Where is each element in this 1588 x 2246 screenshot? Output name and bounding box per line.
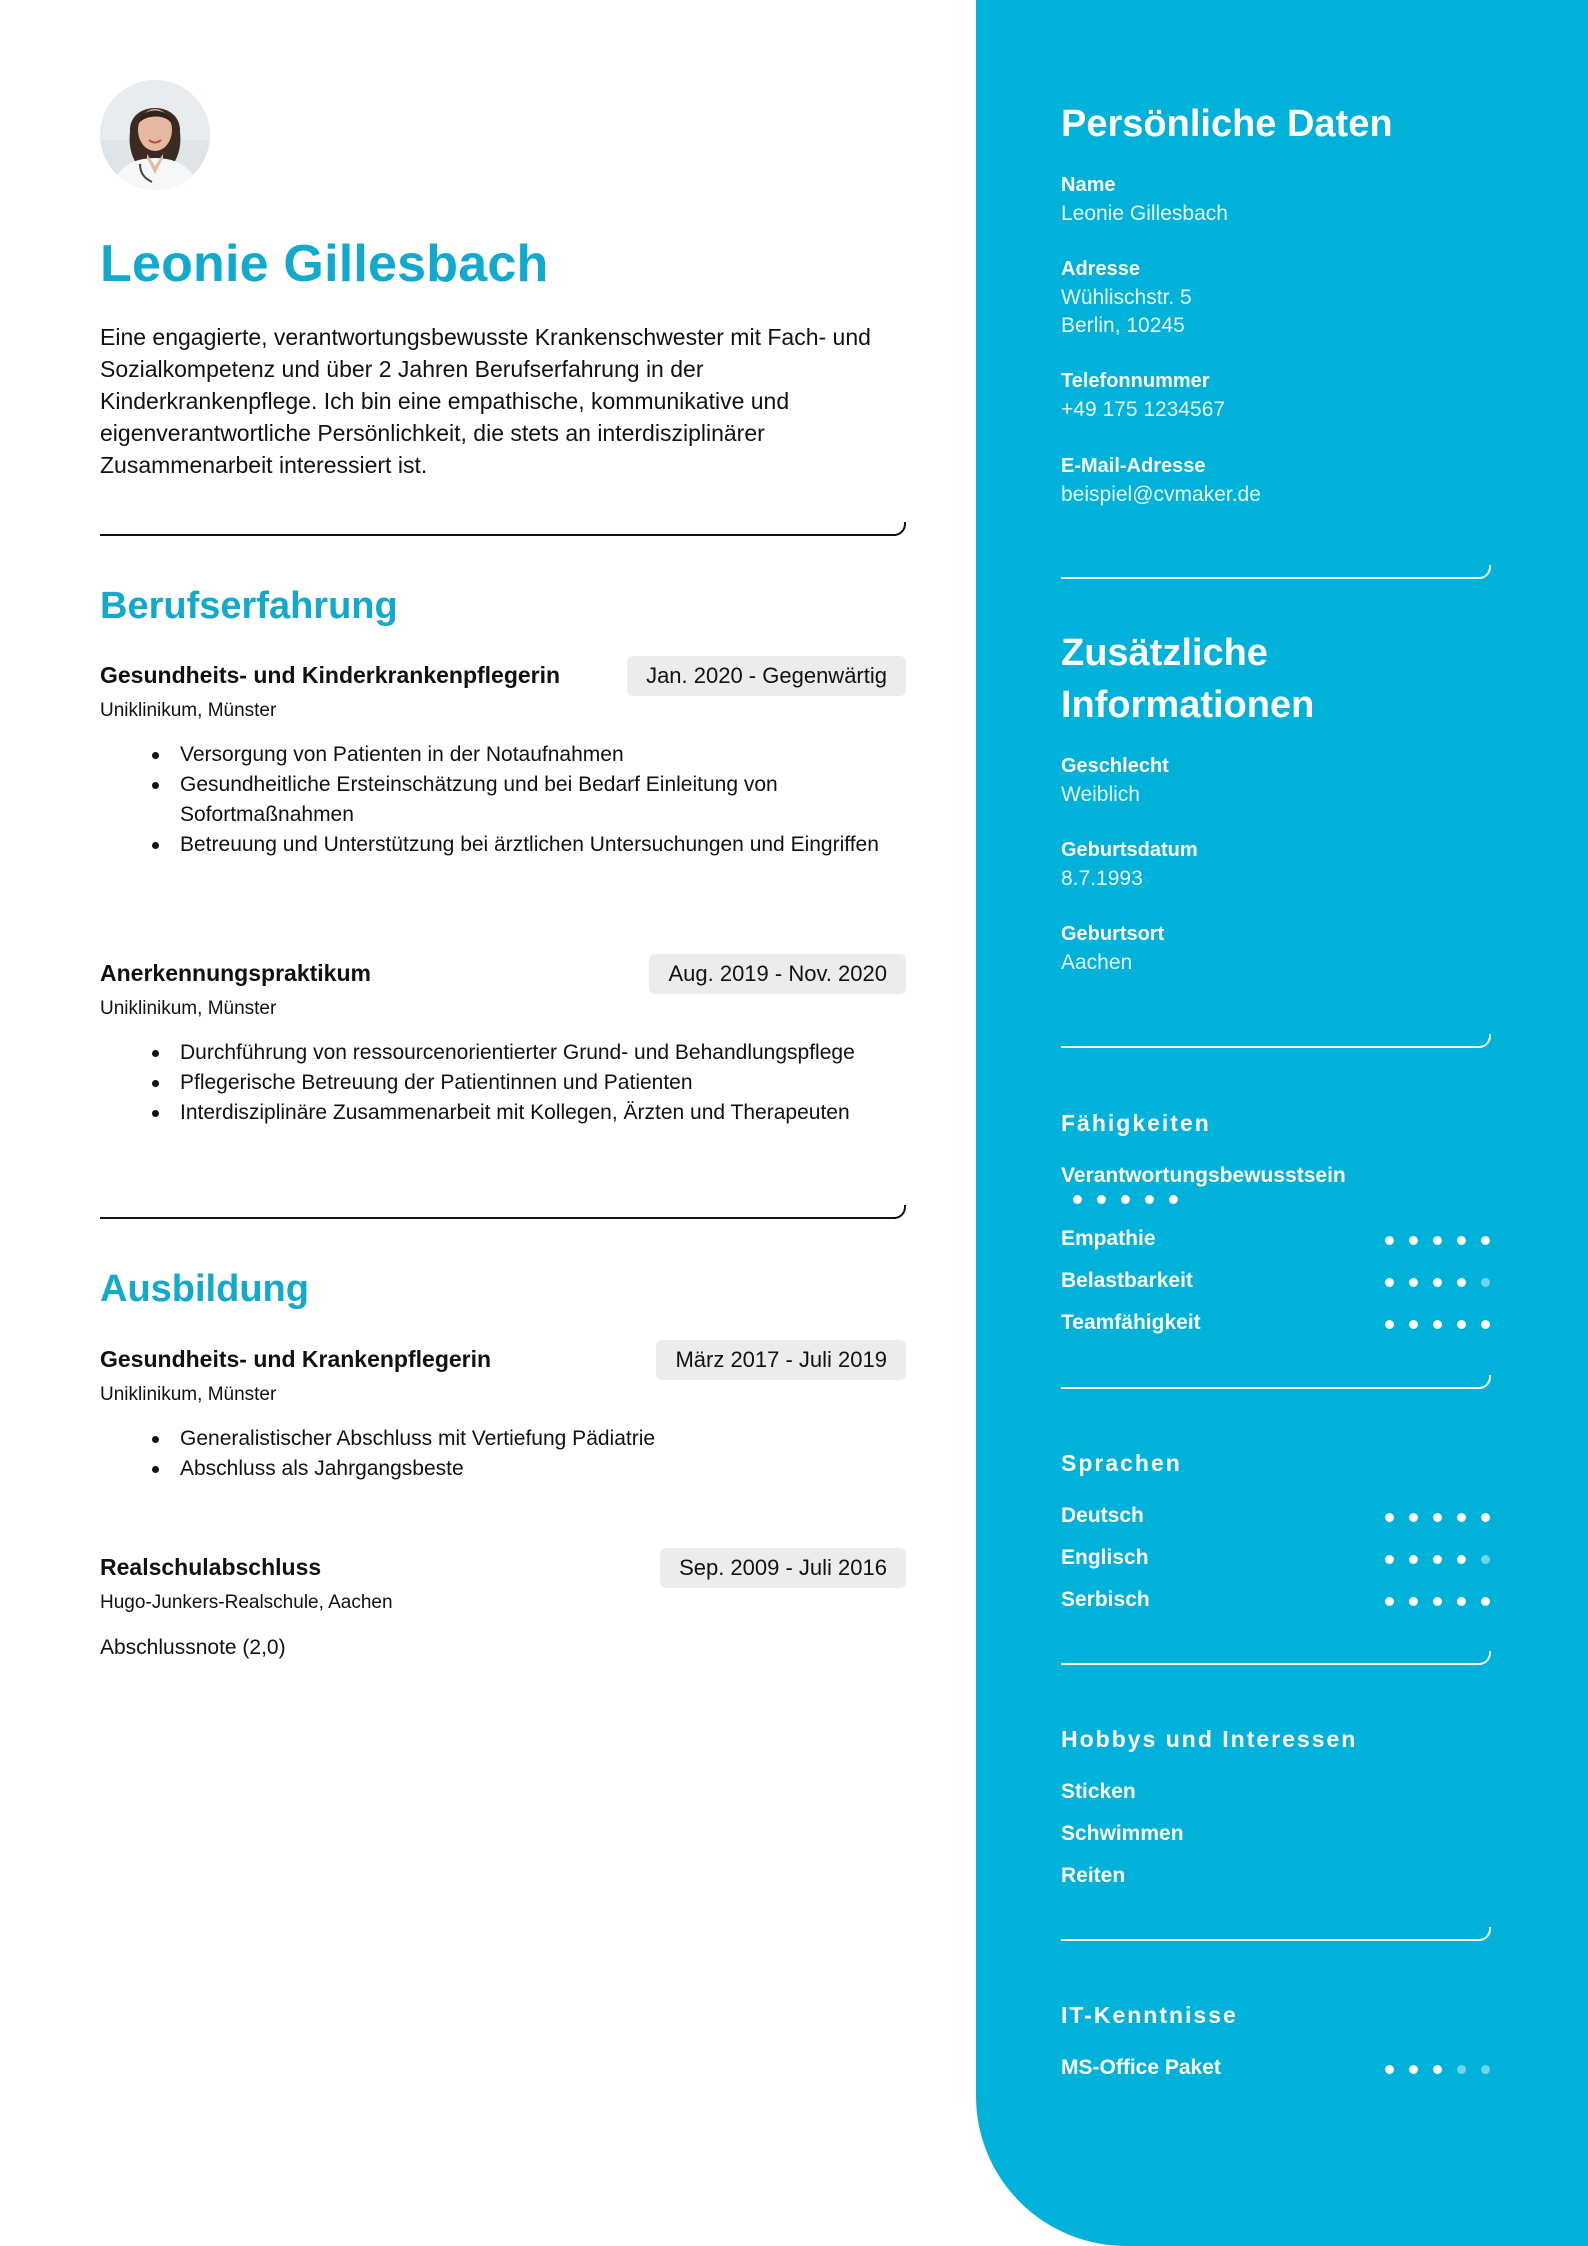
job-date-badge: Jan. 2020 - Gegenwärtig bbox=[627, 656, 906, 696]
rating-dot bbox=[1433, 1278, 1442, 1287]
sidebar-divider bbox=[1061, 1034, 1491, 1048]
bullet-item: Interdisziplinäre Zusammenarbeit mit Kollegen, Ärzten und Therapeuten bbox=[150, 1098, 906, 1128]
field-value: 8.7.1993 bbox=[1061, 867, 1143, 890]
language-label: Serbisch bbox=[1061, 1588, 1150, 1611]
skill-row bbox=[1061, 1162, 1491, 1192]
rating-dot bbox=[1409, 1278, 1418, 1287]
rating-dot bbox=[1121, 1195, 1130, 1204]
rating-dot bbox=[1433, 2065, 1442, 2074]
section-divider bbox=[100, 1205, 906, 1219]
skill-rating bbox=[1385, 1236, 1491, 1246]
skill-label: Teamfähigkeit bbox=[1061, 1311, 1201, 1334]
rating-dot bbox=[1073, 1195, 1082, 1204]
hobby-label: Schwimmen bbox=[1061, 1822, 1184, 1845]
rating-dot bbox=[1097, 1195, 1106, 1204]
bullet-item: Generalistischer Abschluss mit Vertiefung Pädiatrie bbox=[150, 1424, 906, 1454]
language-rating bbox=[1385, 1597, 1491, 1607]
education-heading: Ausbildung bbox=[100, 1268, 309, 1310]
field-label: Geschlecht bbox=[1061, 755, 1169, 777]
section-divider bbox=[100, 522, 906, 536]
hobby-row bbox=[1061, 1862, 1491, 1892]
skill-row bbox=[1061, 1267, 1491, 1297]
skill-row bbox=[1061, 1225, 1491, 1255]
field-label: E-Mail-Adresse bbox=[1061, 455, 1206, 477]
skill-label: Empathie bbox=[1061, 1227, 1156, 1250]
education-entry bbox=[100, 1548, 906, 1660]
education-note: Abschlussnote (2,0) bbox=[100, 1636, 286, 1659]
sidebar-divider bbox=[1061, 1375, 1491, 1389]
profile-photo bbox=[100, 80, 210, 190]
field-label: Geburtsdatum bbox=[1061, 839, 1198, 861]
job-title: Gesundheits- und Kinderkrankenpflegerin bbox=[100, 662, 561, 688]
education-entry bbox=[100, 1340, 906, 1484]
avatar bbox=[100, 80, 210, 190]
rating-dot bbox=[1481, 2065, 1490, 2074]
education-title: Gesundheits- und Krankenpflegerin bbox=[100, 1346, 492, 1372]
rating-dot bbox=[1433, 1555, 1442, 1564]
skill-row bbox=[1061, 1309, 1491, 1339]
education-organization: Uniklinikum, Münster bbox=[100, 1384, 277, 1405]
education-date-badge: März 2017 - Juli 2019 bbox=[656, 1340, 906, 1380]
personal-data-heading: Persönliche Daten bbox=[1061, 103, 1393, 145]
rating-dot bbox=[1457, 1555, 1466, 1564]
job-date-badge: Aug. 2019 - Nov. 2020 bbox=[649, 954, 906, 994]
rating-dot bbox=[1409, 1555, 1418, 1564]
field-value: +49 175 1234567 bbox=[1061, 398, 1226, 421]
rating-dot bbox=[1481, 1555, 1490, 1564]
rating-dot bbox=[1385, 1320, 1394, 1329]
bullet-item: Betreuung und Unterstützung bei ärztlichen Untersuchungen und Eingriffen bbox=[150, 830, 906, 860]
rating-dot bbox=[1481, 1278, 1490, 1287]
hobby-label: Reiten bbox=[1061, 1864, 1126, 1887]
language-label: Deutsch bbox=[1061, 1504, 1144, 1527]
rating-dot bbox=[1385, 1597, 1394, 1606]
rating-dot bbox=[1457, 1278, 1466, 1287]
rating-dot bbox=[1481, 1236, 1490, 1245]
field-value: Wühlischstr. 5 bbox=[1061, 286, 1192, 309]
rating-dot bbox=[1385, 1555, 1394, 1564]
rating-dot bbox=[1409, 1513, 1418, 1522]
job-bullets bbox=[100, 740, 906, 860]
rating-dot bbox=[1385, 1513, 1394, 1522]
field-label: Name bbox=[1061, 174, 1116, 196]
rating-dot bbox=[1169, 1195, 1178, 1204]
rating-dot bbox=[1385, 1236, 1394, 1245]
additional-info-heading: Zusätzliche bbox=[1061, 632, 1268, 674]
skill-rating bbox=[1073, 1195, 1179, 1205]
it-skill-row bbox=[1061, 2054, 1491, 2084]
field-label: Geburtsort bbox=[1061, 923, 1165, 945]
language-rating bbox=[1385, 1513, 1491, 1523]
field-value: Aachen bbox=[1061, 951, 1133, 974]
language-label: Englisch bbox=[1061, 1546, 1149, 1569]
skills-heading: Fähigkeiten bbox=[1061, 1110, 1211, 1136]
rating-dot bbox=[1481, 1320, 1490, 1329]
field-value: Weiblich bbox=[1061, 783, 1140, 806]
bullet-item: Gesundheitliche Ersteinschätzung und bei Bedarf Einleitung von Sofortmaßnahmen bbox=[150, 770, 906, 830]
hobby-row bbox=[1061, 1778, 1491, 1808]
rating-dot bbox=[1457, 2065, 1466, 2074]
field-value: Berlin, 10245 bbox=[1061, 314, 1185, 337]
education-organization: Hugo-Junkers-Realschule, Aachen bbox=[100, 1592, 393, 1613]
sidebar-divider bbox=[1061, 1651, 1491, 1665]
skill-rating bbox=[1385, 1320, 1491, 1330]
it-skill-label: MS-Office Paket bbox=[1061, 2056, 1221, 2079]
job-entry bbox=[100, 954, 906, 1128]
rating-dot bbox=[1457, 1320, 1466, 1329]
rating-dot bbox=[1385, 1278, 1394, 1287]
sidebar-divider bbox=[1061, 565, 1491, 579]
field-value: beispiel@cvmaker.de bbox=[1061, 483, 1261, 506]
sidebar-divider bbox=[1061, 1927, 1491, 1941]
education-bullets bbox=[100, 1424, 906, 1484]
job-entry bbox=[100, 656, 906, 860]
rating-dot bbox=[1409, 1320, 1418, 1329]
language-rating bbox=[1385, 1555, 1491, 1565]
experience-heading: Berufserfahrung bbox=[100, 585, 398, 627]
additional-info-heading: Informationen bbox=[1061, 684, 1315, 726]
it-skills-heading: IT-Kenntnisse bbox=[1061, 2002, 1238, 2028]
job-title: Anerkennungspraktikum bbox=[100, 960, 371, 986]
rating-dot bbox=[1481, 1597, 1490, 1606]
rating-dot bbox=[1457, 1597, 1466, 1606]
rating-dot bbox=[1433, 1236, 1442, 1245]
rating-dot bbox=[1457, 1236, 1466, 1245]
field-label: Adresse bbox=[1061, 258, 1140, 280]
rating-dot bbox=[1409, 1597, 1418, 1606]
skill-label: Belastbarkeit bbox=[1061, 1269, 1193, 1292]
rating-dot bbox=[1145, 1195, 1154, 1204]
bullet-item: Versorgung von Patienten in der Notaufnahmen bbox=[150, 740, 906, 770]
job-organization: Uniklinikum, Münster bbox=[100, 998, 277, 1019]
it-skill-rating bbox=[1385, 2065, 1491, 2075]
rating-dot bbox=[1385, 2065, 1394, 2074]
rating-dot bbox=[1433, 1320, 1442, 1329]
language-row bbox=[1061, 1586, 1491, 1616]
sidebar bbox=[976, 0, 1588, 2246]
hobby-label: Sticken bbox=[1061, 1780, 1136, 1803]
rating-dot bbox=[1433, 1513, 1442, 1522]
job-bullets bbox=[100, 1038, 906, 1128]
education-title: Realschulabschluss bbox=[100, 1554, 322, 1580]
rating-dot bbox=[1457, 1513, 1466, 1522]
hobby-row bbox=[1061, 1820, 1491, 1850]
bullet-item: Abschluss als Jahrgangsbeste bbox=[150, 1454, 906, 1484]
bullet-item: Durchführung von ressourcenorientierter Grund- und Behandlungspflege bbox=[150, 1038, 906, 1068]
bullet-item: Pflegerische Betreuung der Patientinnen und Patienten bbox=[150, 1068, 906, 1098]
language-row bbox=[1061, 1544, 1491, 1574]
field-label: Telefonnummer bbox=[1061, 370, 1210, 392]
language-row bbox=[1061, 1502, 1491, 1532]
skill-rating bbox=[1385, 1278, 1491, 1288]
hobbies-heading: Hobbys und Interessen bbox=[1061, 1726, 1358, 1752]
candidate-name: Leonie Gillesbach bbox=[100, 235, 549, 293]
skill-label: Verantwortungsbewusstsein bbox=[1061, 1164, 1346, 1187]
education-date-badge: Sep. 2009 - Juli 2016 bbox=[660, 1548, 906, 1588]
profile-summary: Eine engagierte, verantwortungsbewusste Krankenschwester mit Fach- und Sozialkompetenz und über 2 Jahren Berufserfahrung in der Kinderkrankenpflege. Ich bin eine empathische, kommunikative und eigenverantwortliche Persönlichkeit, die stets an interdisziplinärer Zusammenarbeit interessiert ist. bbox=[100, 324, 871, 478]
rating-dot bbox=[1433, 1597, 1442, 1606]
field-value: Leonie Gillesbach bbox=[1061, 202, 1228, 225]
rating-dot bbox=[1481, 1513, 1490, 1522]
languages-heading: Sprachen bbox=[1061, 1450, 1182, 1476]
job-organization: Uniklinikum, Münster bbox=[100, 700, 277, 721]
rating-dot bbox=[1409, 2065, 1418, 2074]
rating-dot bbox=[1409, 1236, 1418, 1245]
